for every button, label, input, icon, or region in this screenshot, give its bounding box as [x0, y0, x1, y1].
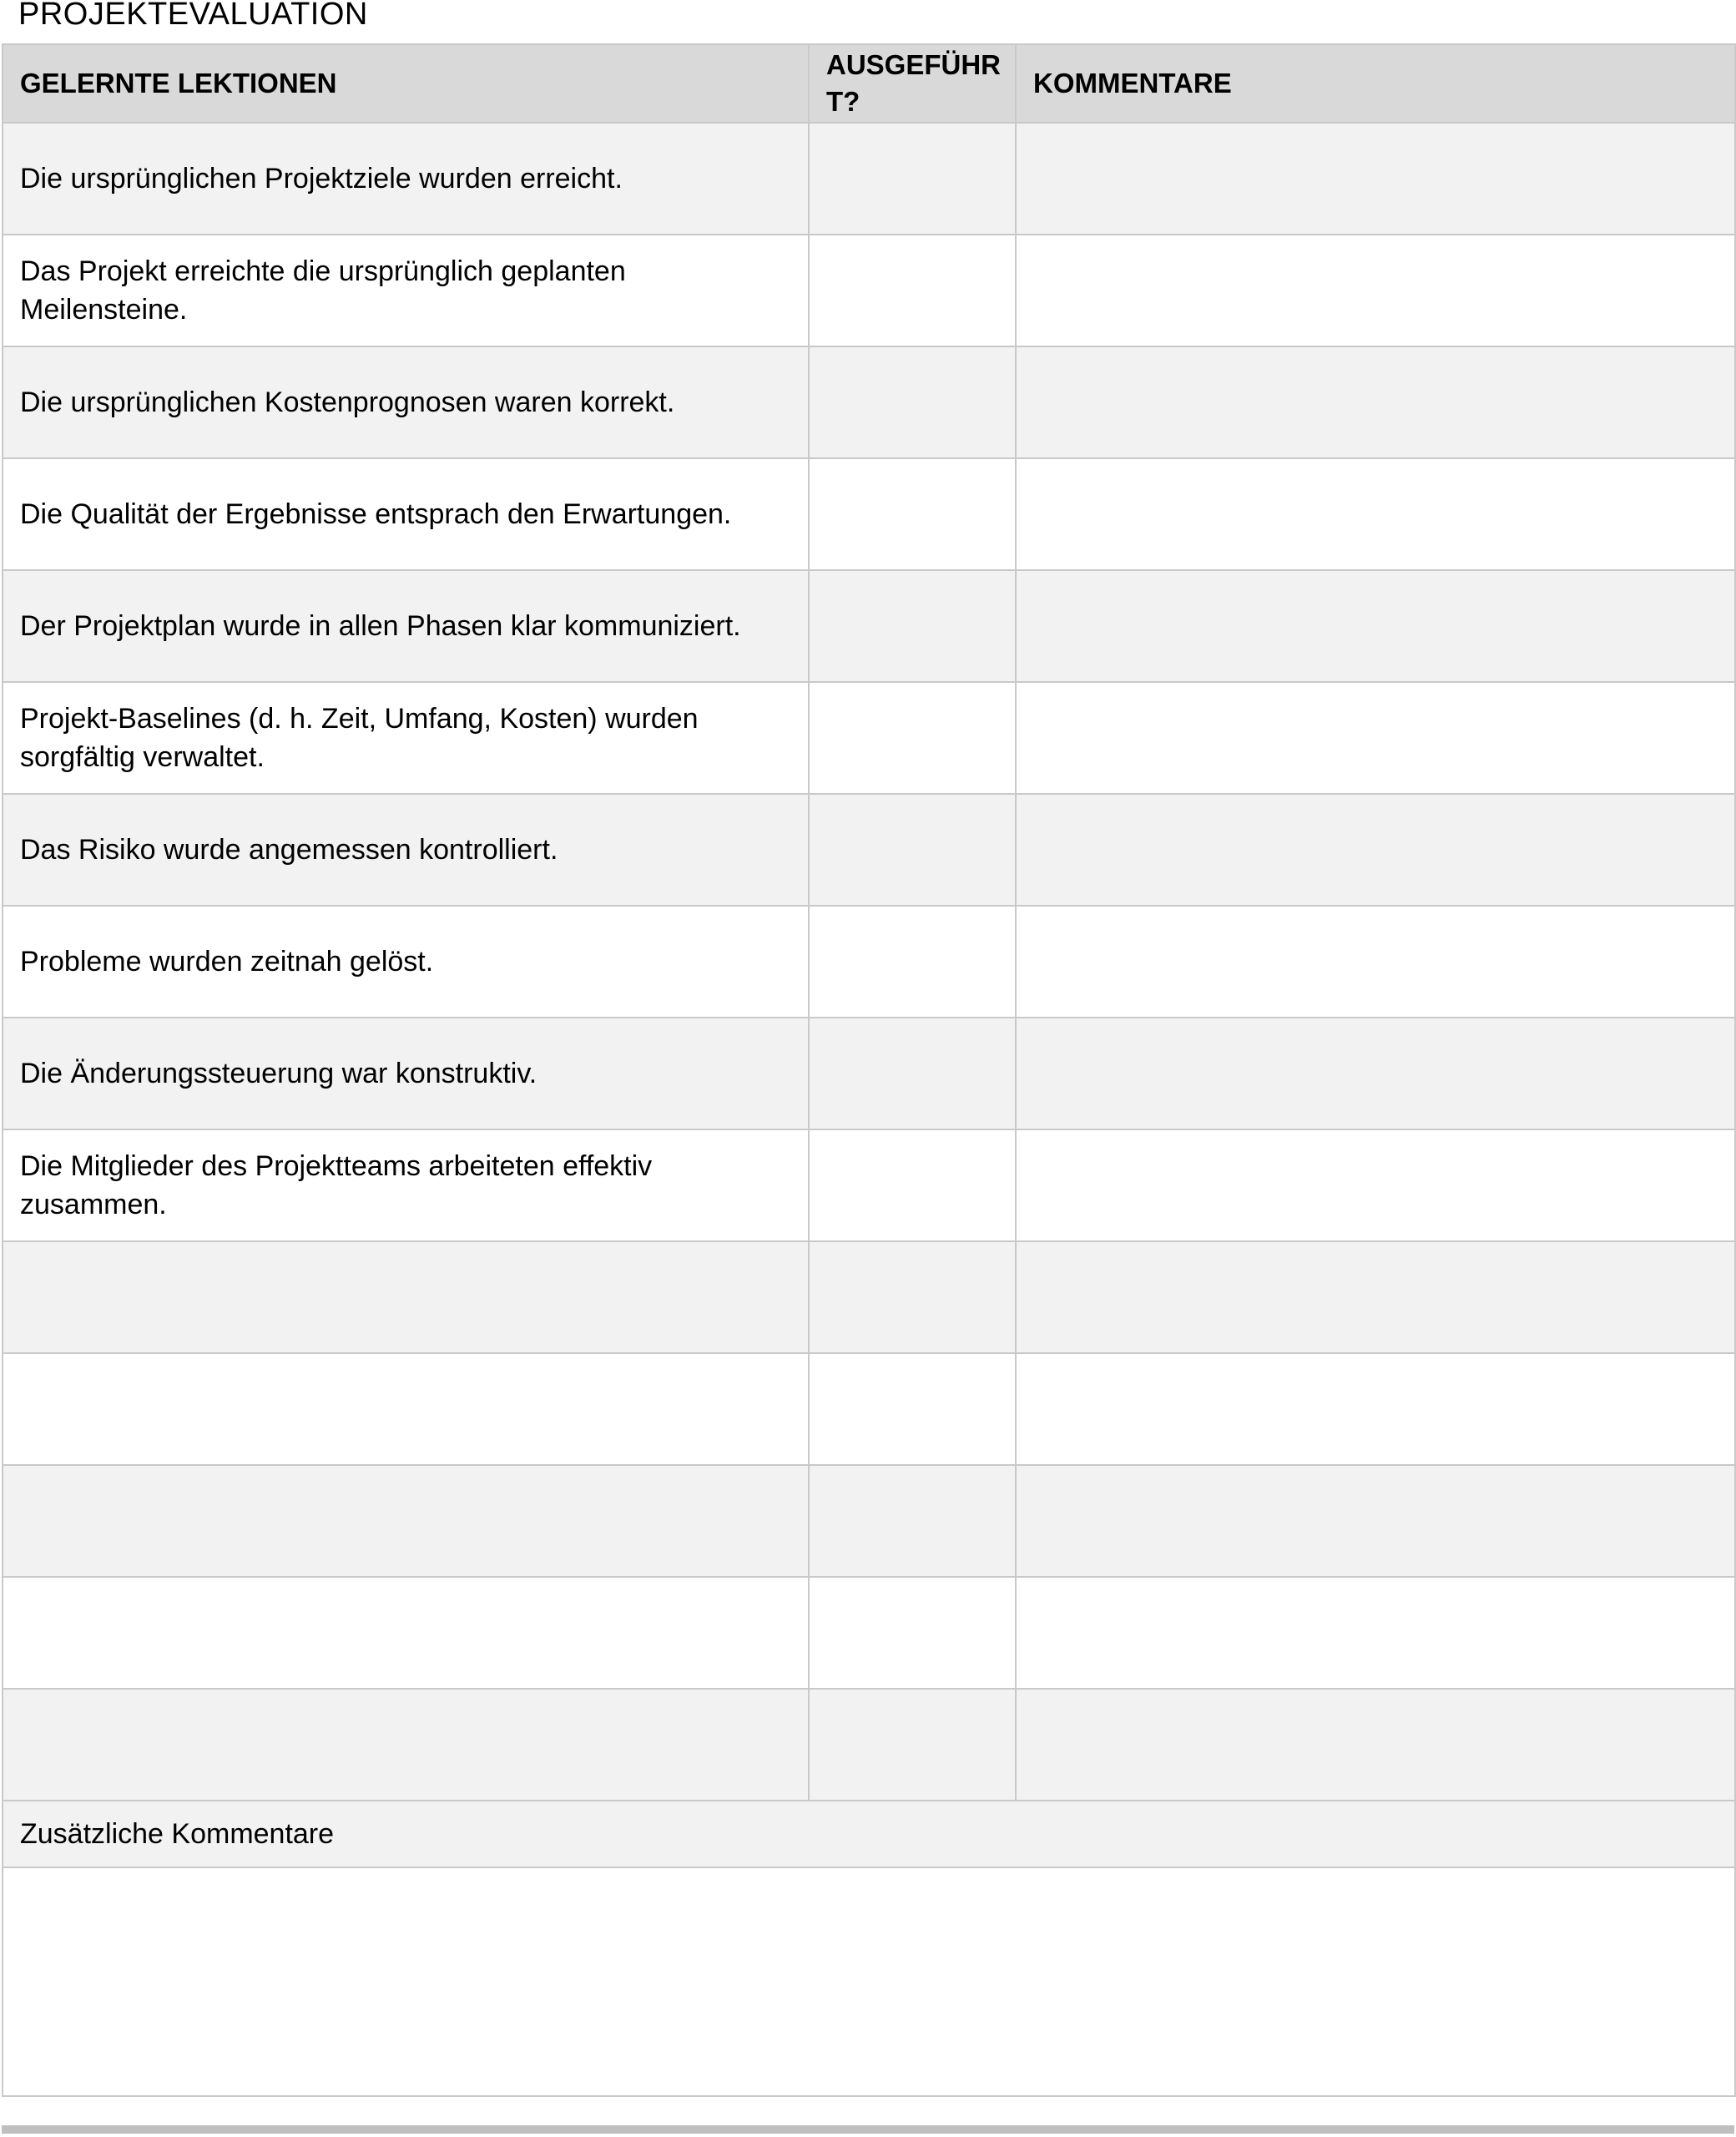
header-comments: KOMMENTARE: [1016, 44, 1735, 123]
comment-cell[interactable]: [1016, 906, 1735, 1018]
lesson-cell: Die Mitglieder des Projektteams arbeiteten effektiv zusammen.: [3, 1129, 809, 1241]
bottom-divider: [2, 2125, 1734, 2134]
table-row: [3, 1465, 1735, 1577]
lesson-cell: Die ursprünglichen Kostenprognosen waren korrekt.: [3, 346, 809, 458]
done-cell[interactable]: [809, 794, 1016, 906]
comment-cell[interactable]: [1016, 1241, 1735, 1353]
done-cell[interactable]: [809, 1018, 1016, 1129]
additional-comments-area-row: [3, 1867, 1735, 2096]
done-cell[interactable]: [809, 346, 1016, 458]
done-cell[interactable]: [809, 570, 1016, 682]
table-row: [3, 682, 1735, 794]
table-row: [3, 123, 1735, 235]
lesson-cell: Der Projektplan wurde in allen Phasen klar kommuniziert.: [3, 570, 809, 682]
comment-cell[interactable]: [1016, 458, 1735, 570]
header-row: [3, 44, 1735, 123]
table-row: [3, 794, 1735, 906]
done-cell[interactable]: [809, 1577, 1016, 1689]
table-row: [3, 1018, 1735, 1129]
table-row: [3, 1241, 1735, 1353]
header-done: AUSGEFÜHR T?: [809, 44, 1016, 123]
done-cell[interactable]: [809, 1465, 1016, 1577]
additional-comments-label: Zusätzliche Kommentare: [3, 1801, 1735, 1867]
additional-comments-row: [3, 1801, 1735, 1867]
done-cell[interactable]: [809, 682, 1016, 794]
lesson-cell: Das Projekt erreichte die ursprünglich geplanten Meilensteine.: [3, 235, 809, 346]
table-row: [3, 458, 1735, 570]
lesson-cell[interactable]: [3, 1577, 809, 1689]
table-row: [3, 906, 1735, 1018]
done-cell[interactable]: [809, 1689, 1016, 1801]
lesson-cell: Die Qualität der Ergebnisse entsprach den Erwartungen.: [3, 458, 809, 570]
lesson-cell: Die ursprünglichen Projektziele wurden erreicht.: [3, 123, 809, 235]
comment-cell[interactable]: [1016, 235, 1735, 346]
lesson-cell[interactable]: [3, 1241, 809, 1353]
done-cell[interactable]: [809, 906, 1016, 1018]
done-cell[interactable]: [809, 1129, 1016, 1241]
table-row: [3, 1129, 1735, 1241]
done-cell[interactable]: [809, 1353, 1016, 1465]
done-cell[interactable]: [809, 123, 1016, 235]
table-row: [3, 1577, 1735, 1689]
lesson-cell: Die Änderungssteuerung war konstruktiv.: [3, 1018, 809, 1129]
done-cell[interactable]: [809, 458, 1016, 570]
comment-cell[interactable]: [1016, 1018, 1735, 1129]
lesson-cell: Das Risiko wurde angemessen kontrolliert.: [3, 794, 809, 906]
comment-cell[interactable]: [1016, 1129, 1735, 1241]
table-row: [3, 1689, 1735, 1801]
lesson-cell[interactable]: [3, 1465, 809, 1577]
done-cell[interactable]: [809, 235, 1016, 346]
comment-cell[interactable]: [1016, 570, 1735, 682]
comment-cell[interactable]: [1016, 1577, 1735, 1689]
table-row: [3, 570, 1735, 682]
comment-cell[interactable]: [1016, 794, 1735, 906]
comment-cell[interactable]: [1016, 1689, 1735, 1801]
table-row: [3, 1353, 1735, 1465]
comment-cell[interactable]: [1016, 346, 1735, 458]
additional-comments-field[interactable]: [3, 1867, 1735, 2096]
lesson-cell[interactable]: [3, 1689, 809, 1801]
evaluation-table: [2, 43, 1736, 2097]
done-cell[interactable]: [809, 1241, 1016, 1353]
comment-cell[interactable]: [1016, 1353, 1735, 1465]
comment-cell[interactable]: [1016, 123, 1735, 235]
page-title: PROJEKTEVALUATION: [18, 0, 368, 32]
table-row: [3, 235, 1735, 346]
lesson-cell: Projekt-Baselines (d. h. Zeit, Umfang, Kosten) wurden sorgfältig verwaltet.: [3, 682, 809, 794]
table-row: [3, 346, 1735, 458]
lesson-cell: Probleme wurden zeitnah gelöst.: [3, 906, 809, 1018]
comment-cell[interactable]: [1016, 1465, 1735, 1577]
header-lessons: GELERNTE LEKTIONEN: [3, 44, 809, 123]
comment-cell[interactable]: [1016, 682, 1735, 794]
lesson-cell[interactable]: [3, 1353, 809, 1465]
